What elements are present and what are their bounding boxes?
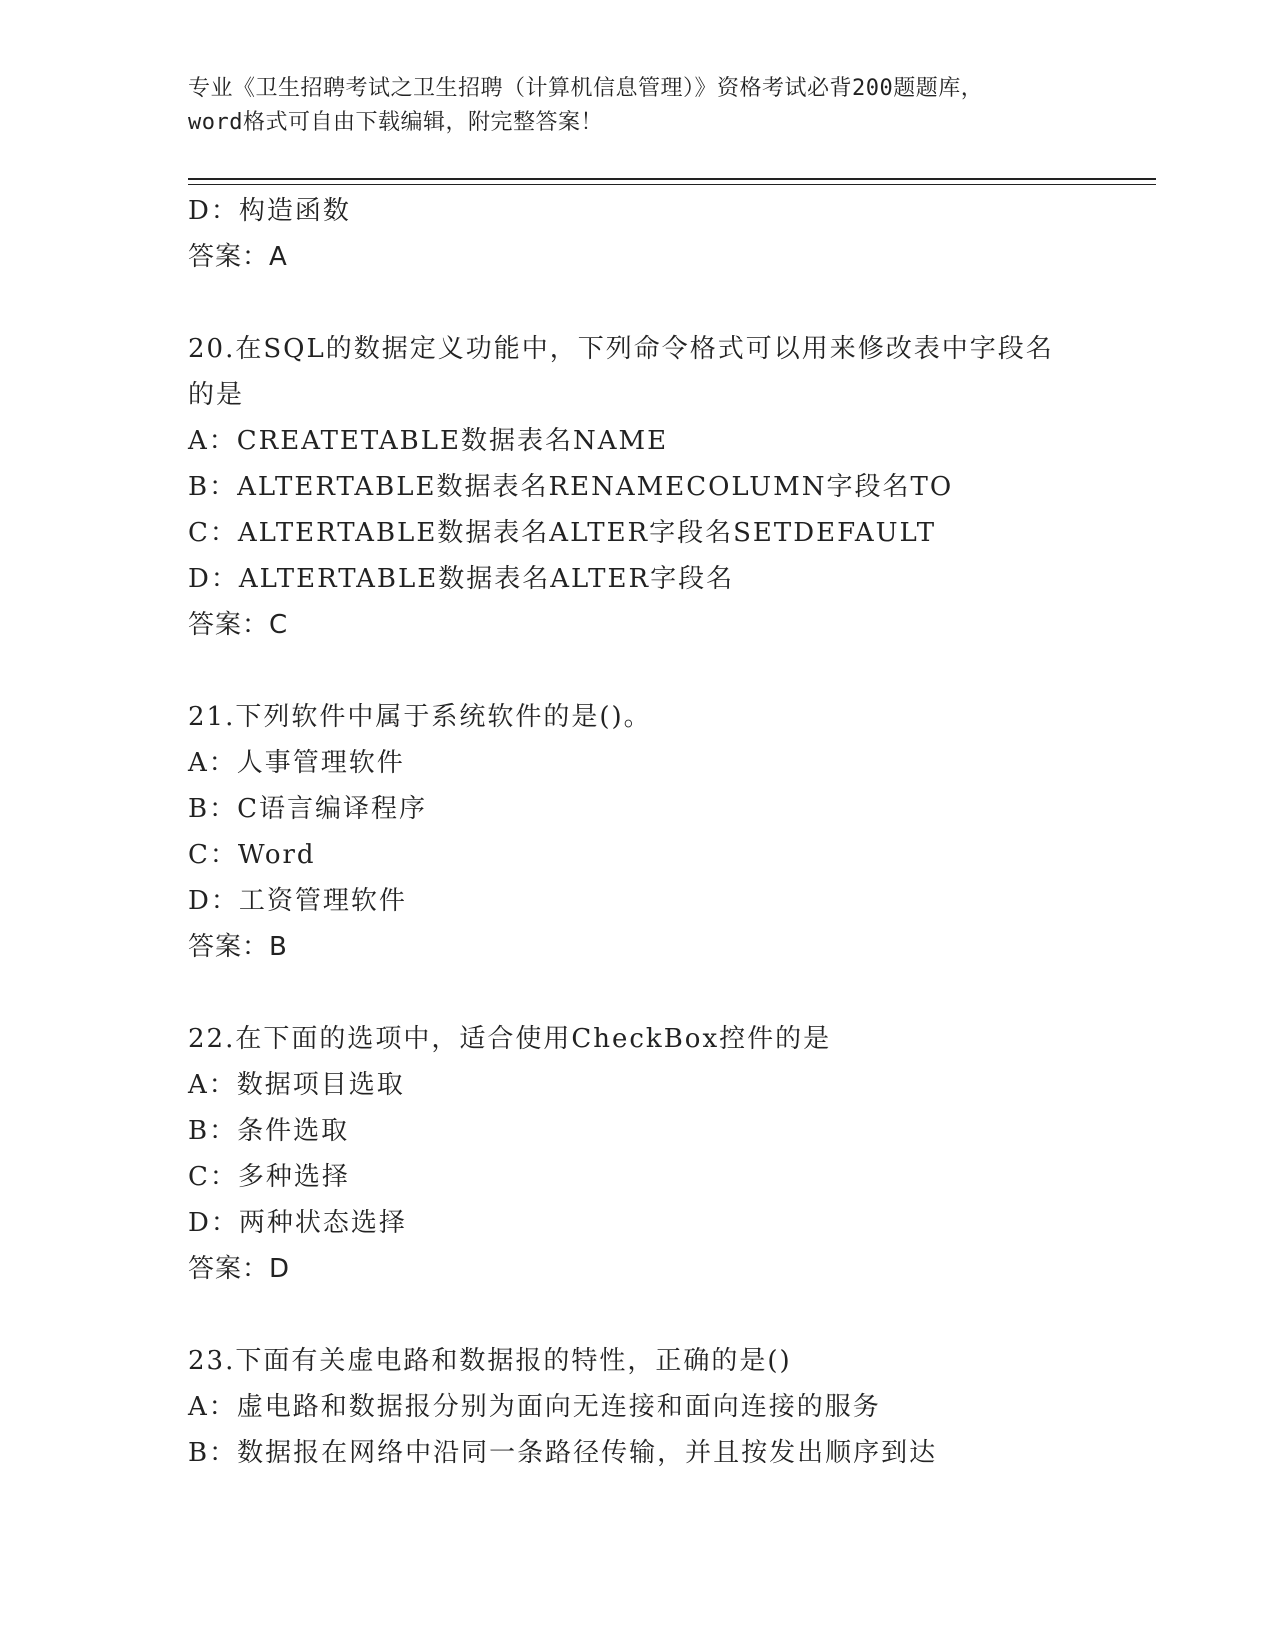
option-d: D：工资管理软件: [188, 886, 407, 916]
header-title-line-1: 专业《卫生招聘考试之卫生招聘（计算机信息管理）》资格考试必背200题题库，: [188, 76, 984, 101]
option-a: A：人事管理软件: [188, 748, 405, 778]
option-a: A：数据项目选取: [188, 1070, 405, 1100]
answer: 答案：D: [188, 1254, 291, 1284]
carryover-answer: 答案：A: [188, 242, 288, 272]
question-text-continued: 的是: [188, 380, 245, 410]
question-21: [188, 694, 1156, 970]
option-c: C：多种选择: [188, 1162, 350, 1192]
header-divider-thick: [188, 178, 1156, 180]
option-b: B：C语言编译程序: [188, 794, 428, 824]
question-20: [188, 326, 1156, 648]
option-a: A：虚电路和数据报分别为面向无连接和面向连接的服务: [188, 1392, 881, 1422]
header-divider-thin: [188, 184, 1156, 185]
question-text: 22.在下面的选项中，适合使用CheckBox控件的是: [188, 1024, 832, 1054]
option-c: C：Word: [188, 840, 316, 870]
document-header: [188, 72, 1088, 140]
carryover-block: [188, 188, 1156, 280]
question-text: 23.下面有关虚电路和数据报的特性，正确的是(): [188, 1346, 792, 1376]
question-23: [188, 1338, 1156, 1476]
option-b: B：条件选取: [188, 1116, 350, 1146]
option-b: B：ALTERTABLE数据表名RENAMECOLUMN字段名TO: [188, 472, 954, 502]
carryover-option-d: D：构造函数: [188, 196, 351, 226]
option-c: C：ALTERTABLE数据表名ALTER字段名SETDEFAULT: [188, 518, 937, 548]
answer: 答案：C: [188, 610, 289, 640]
question-list: [188, 188, 1156, 1476]
header-title-line-2: word格式可自由下载编辑，附完整答案！: [188, 110, 603, 135]
answer: 答案：B: [188, 932, 288, 962]
question-text: 20.在SQL的数据定义功能中，下列命令格式可以用来修改表中字段名: [188, 334, 1054, 364]
question-22: [188, 1016, 1156, 1292]
option-d: D：两种状态选择: [188, 1208, 407, 1238]
option-b: B：数据报在网络中沿同一条路径传输，并且按发出顺序到达: [188, 1438, 938, 1468]
option-d: D：ALTERTABLE数据表名ALTER字段名: [188, 564, 735, 594]
question-text: 21.下列软件中属于系统软件的是()。: [188, 702, 652, 732]
option-a: A：CREATETABLE数据表名NAME: [188, 426, 669, 456]
